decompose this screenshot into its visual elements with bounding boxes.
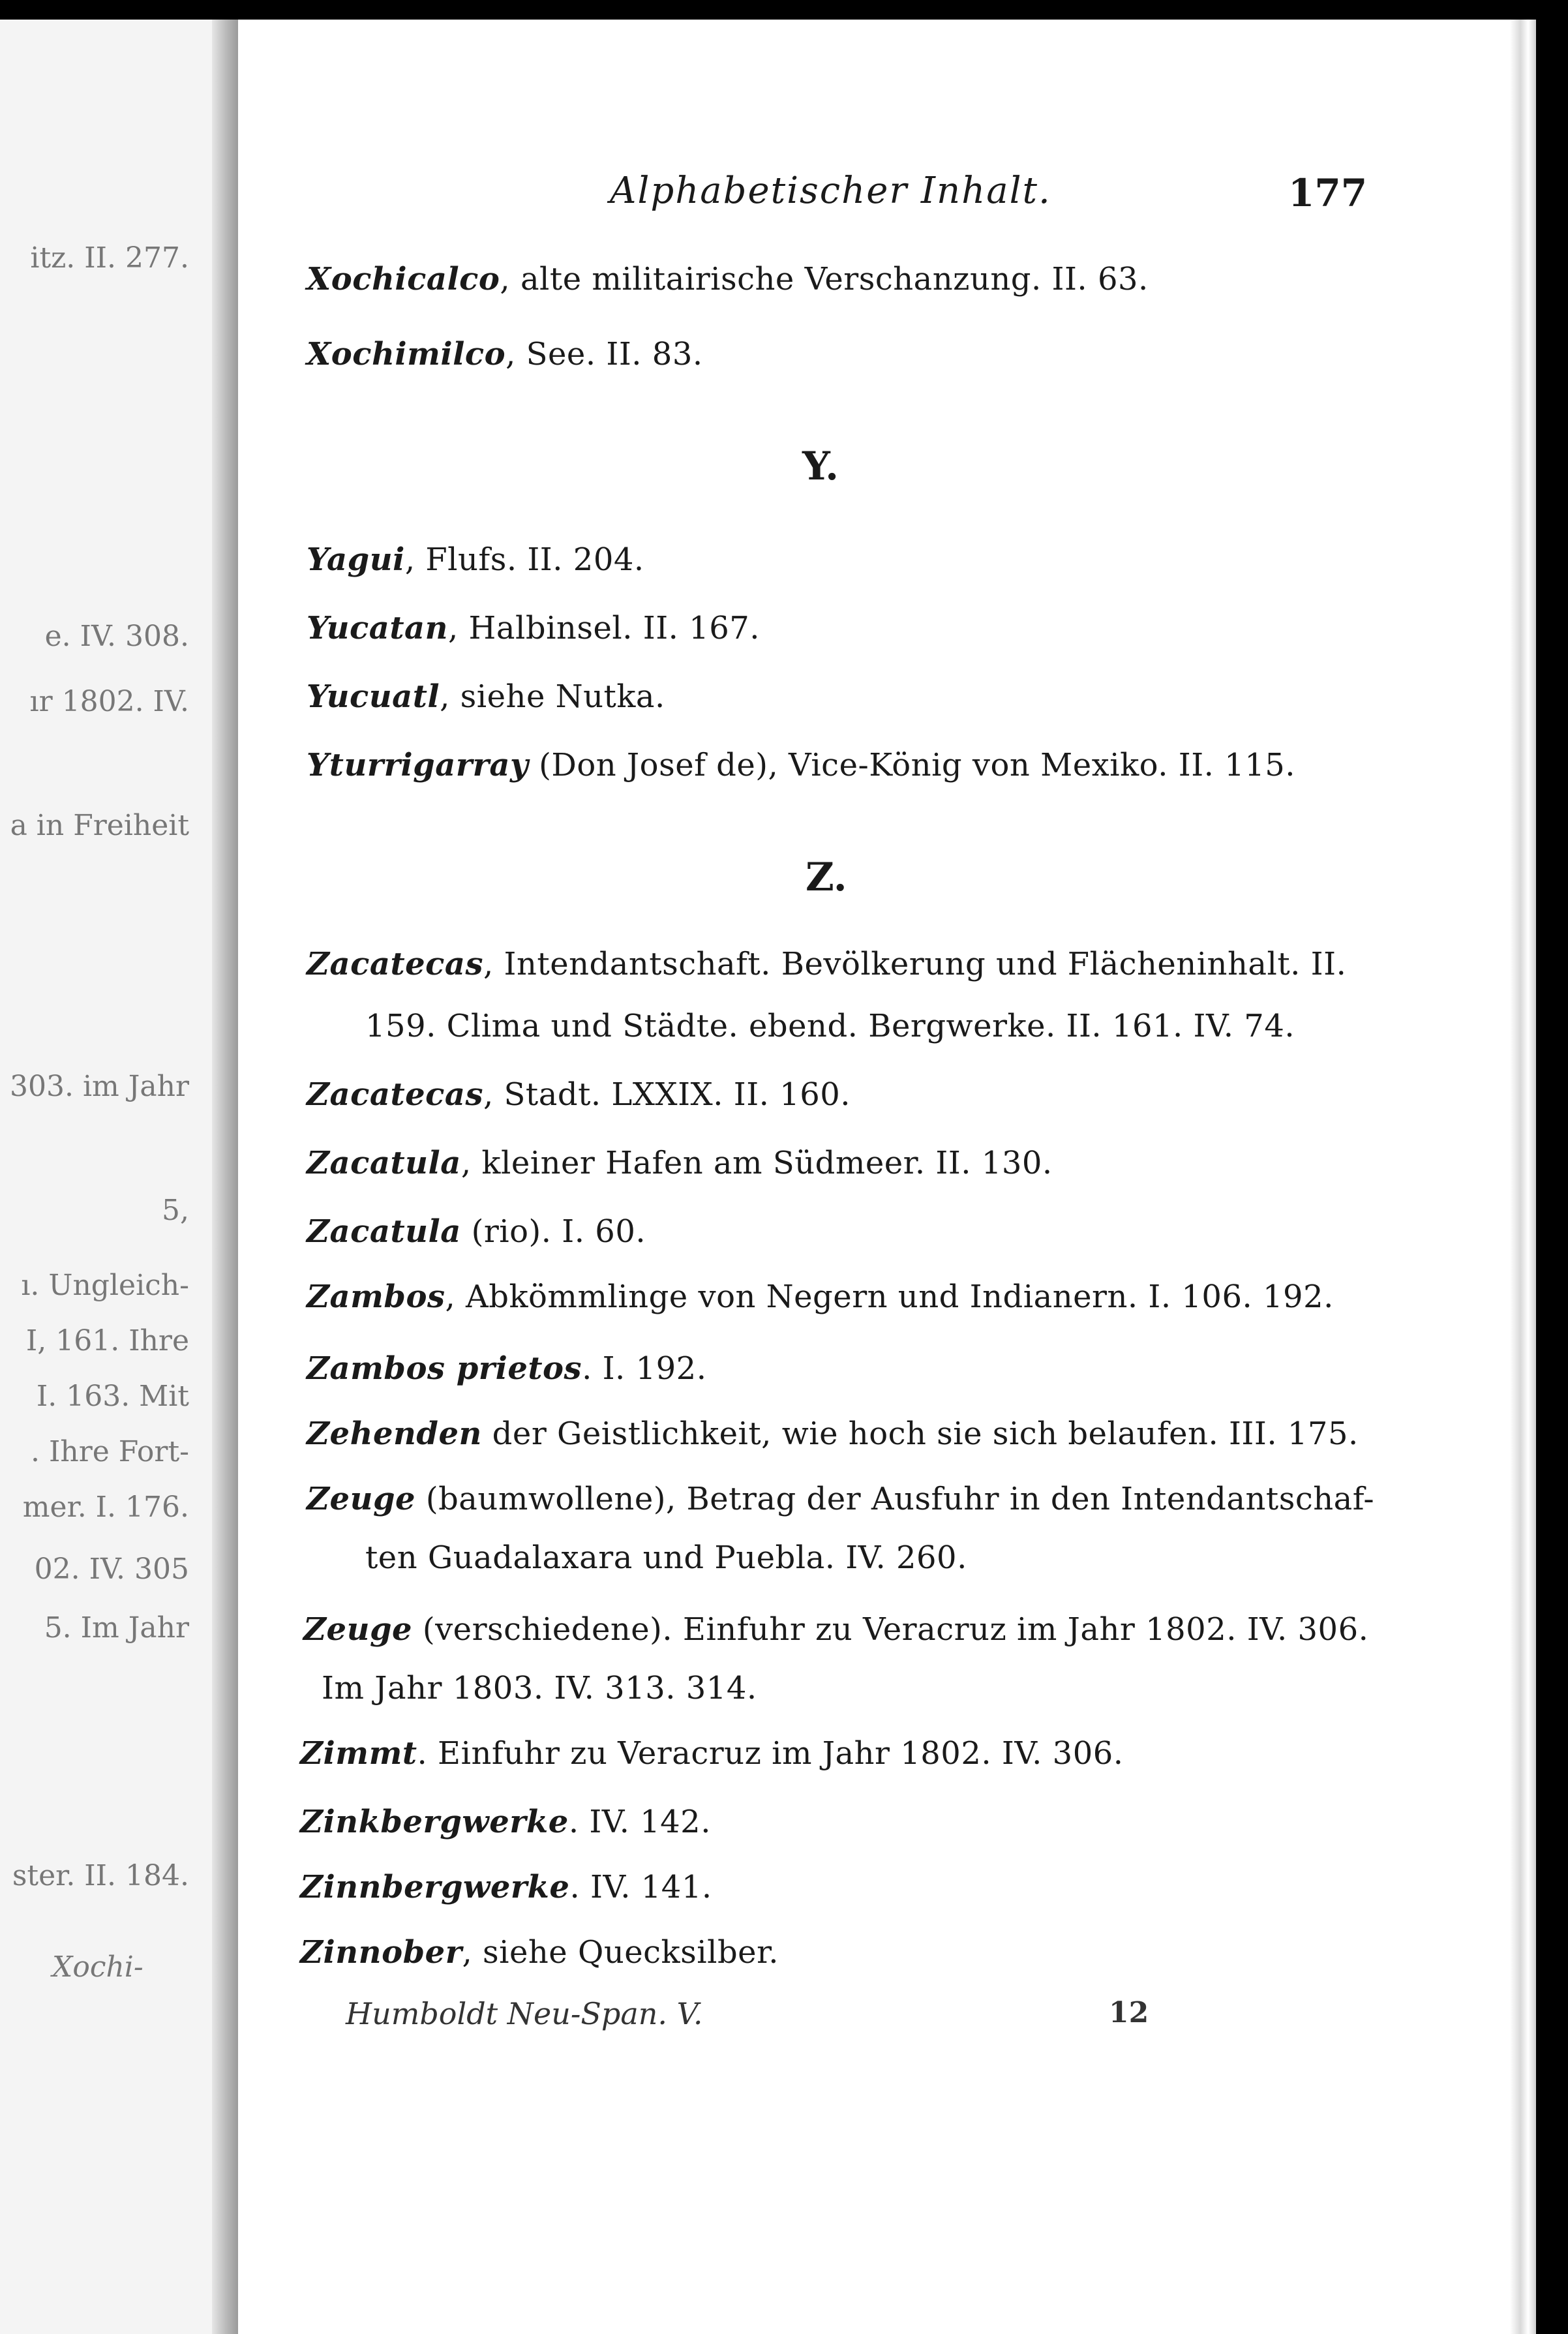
entry-text: , See. II. 83. (505, 336, 703, 372)
page-number: 177 (1288, 171, 1368, 215)
entry-term: Yucuatl (307, 678, 440, 715)
index-entry (307, 1213, 646, 1250)
running-header: Alphabetischer Inhalt. (610, 170, 1051, 212)
entry-term: Zinnober (300, 1934, 462, 1971)
entry-term: Zeuge (307, 1481, 416, 1517)
left-page-line: e. IV. 308. (44, 620, 189, 653)
signature-number: 12 (1109, 1996, 1149, 2029)
entry-term: Xochicalco (307, 261, 500, 297)
entry-text: (baumwollene), Betrag der Ausfuhr in den Intendantschaf- (415, 1481, 1375, 1517)
left-page-line: I, 161. Ihre (25, 1324, 189, 1357)
page-edge (1510, 20, 1536, 2334)
left-page-line: . Ihre Fort- (31, 1435, 189, 1468)
entry-term: Yucatan (307, 610, 448, 646)
entry-term: Zacatecas (307, 946, 484, 982)
entry-text: , kleiner Hafen am Südmeer. II. 130. (460, 1145, 1053, 1181)
book-gutter (212, 20, 238, 2334)
left-facing-page (0, 20, 215, 2334)
left-page-catchword: Xochi- (52, 1950, 143, 1984)
index-entry (303, 1611, 1368, 1648)
index-entry (307, 610, 760, 646)
index-entry (300, 1735, 1124, 1772)
entry-term: Yagui (307, 541, 405, 578)
index-entry (307, 1145, 1053, 1181)
main-page (238, 20, 1536, 2334)
left-page-line: ı. Ungleich- (21, 1269, 189, 1302)
entry-term: Zinkbergwerke (300, 1804, 569, 1840)
entry-text: , Halbinsel. II. 167. (448, 610, 761, 646)
entry-text: . Einfuhr zu Veracruz im Jahr 1802. IV. 306. (417, 1735, 1124, 1772)
entry-term: Yturrigarray (307, 747, 529, 783)
index-entry (307, 541, 644, 578)
entry-text: . IV. 141. (569, 1869, 712, 1905)
index-entry (307, 261, 1149, 297)
left-page-line: 5, (162, 1194, 189, 1227)
index-entry (307, 1279, 1334, 1315)
entry-term: Zacatula (307, 1145, 461, 1181)
entry-text: (verschiedene). Einfuhr zu Veracruz im Jahr 1802. IV. 306. (412, 1611, 1369, 1648)
entry-text: , alte militairische Verschanzung. II. 63. (500, 261, 1149, 297)
entry-term: Zacatecas (307, 1076, 484, 1113)
left-page-line: ır 1802. IV. (29, 685, 189, 718)
index-entry (307, 336, 703, 372)
entry-text: . I. 192. (582, 1350, 707, 1387)
left-page-line: itz. II. 277. (30, 241, 189, 275)
entry-term: Xochimilco (307, 336, 506, 372)
entry-term: Zambos prietos (307, 1350, 582, 1387)
entry-term: Zehenden (307, 1416, 482, 1452)
index-entry (300, 1869, 712, 1905)
index-entry-continuation: ten Guadalaxara und Puebla. IV. 260. (365, 1539, 967, 1576)
section-heading-z: Z. (806, 855, 847, 900)
entry-text: , Intendantschaft. Bevölkerung und Flächeninhalt. II. (483, 946, 1347, 982)
index-entry (307, 1481, 1374, 1517)
entry-term: Zambos (307, 1279, 445, 1315)
left-page-line: ster. II. 184. (12, 1859, 189, 1892)
index-entry-continuation: 159. Clima und Städte. ebend. Bergwerke. II. 161. IV. 74. (365, 1008, 1295, 1044)
index-entry (307, 678, 665, 715)
left-page-line: a in Freiheit (10, 809, 189, 842)
entry-text: , Stadt. LXXIX. II. 160. (483, 1076, 851, 1113)
index-entry-continuation: Im Jahr 1803. IV. 313. 314. (322, 1670, 757, 1706)
entry-text: , siehe Quecksilber. (462, 1934, 779, 1971)
index-entry (307, 747, 1295, 783)
signature-line: Humboldt Neu-Span. V. (346, 1996, 703, 2031)
entry-text: , siehe Nutka. (440, 678, 665, 715)
left-page-line: 5. Im Jahr (44, 1611, 189, 1644)
left-page-line: I. 163. Mit (36, 1380, 189, 1413)
index-entry (307, 1076, 851, 1113)
index-entry (300, 1934, 779, 1971)
section-heading-y: Y. (802, 444, 839, 489)
index-entry (307, 1350, 706, 1387)
index-entry (307, 946, 1346, 982)
entry-term: Zeuge (303, 1611, 413, 1648)
entry-term: Zacatula (307, 1213, 461, 1250)
entry-text: . IV. 142. (568, 1804, 711, 1840)
left-page-line: 02. IV. 305 (34, 1553, 189, 1586)
entry-text: (Don Josef de), Vice-König von Mexiko. II. 115. (528, 747, 1296, 783)
entry-text: der Geistlichkeit, wie hoch sie sich belaufen. III. 175. (481, 1416, 1359, 1452)
entry-text: (rio). I. 60. (460, 1213, 646, 1250)
index-entry (307, 1416, 1359, 1452)
entry-text: , Abkömmlinge von Negern und Indianern. I. 106. 192. (445, 1279, 1334, 1315)
left-page-line: 303. im Jahr (10, 1070, 189, 1103)
entry-term: Zimmt (300, 1735, 417, 1772)
entry-text: , Flufs. II. 204. (404, 541, 644, 578)
index-entry (300, 1804, 711, 1840)
entry-term: Zinnbergwerke (300, 1869, 570, 1905)
left-page-line: mer. I. 176. (22, 1491, 189, 1524)
